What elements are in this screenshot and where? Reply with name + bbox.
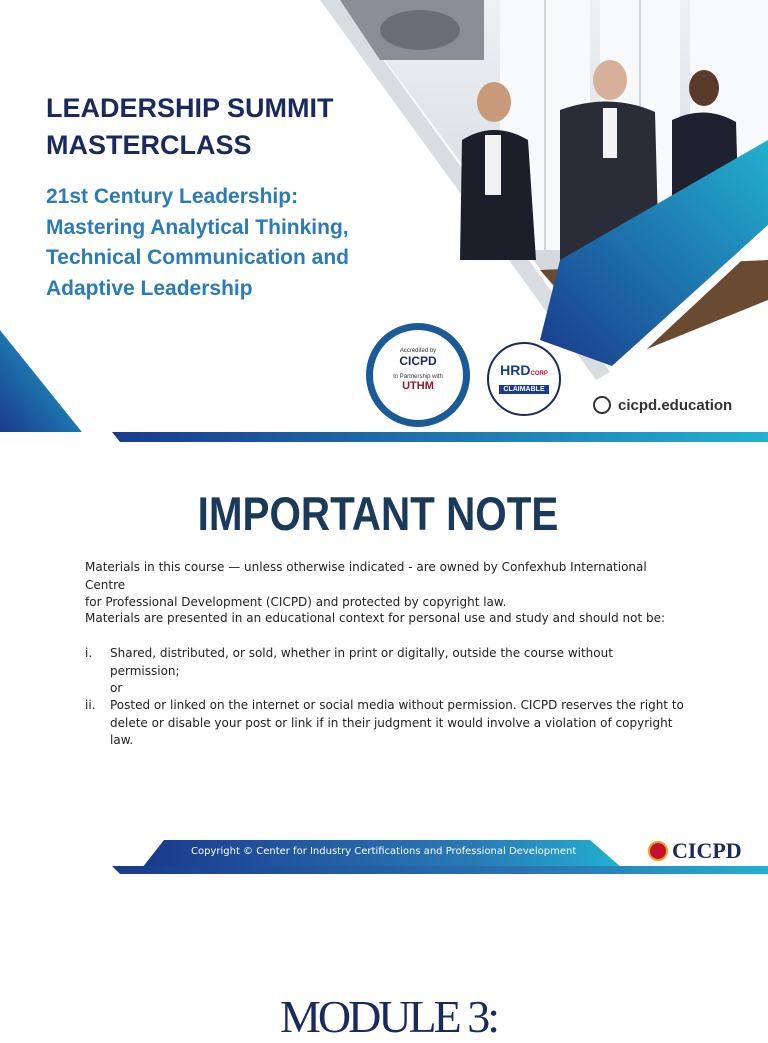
- badge-partner-name: UTHM: [402, 380, 434, 392]
- hrd-corp: CORP: [530, 371, 548, 377]
- subtitle-line: Technical Communication and: [46, 246, 349, 269]
- list-line: delete or disable your post or link if in their judgment it would involve a violation of copyright: [110, 715, 673, 730]
- copyright-text: Copyright © Center for Industry Certifications and Professional Development: [191, 846, 577, 857]
- hrd-claimable-badge: [487, 342, 561, 416]
- globe-icon: [648, 841, 668, 861]
- website-text: cicpd.education: [618, 396, 733, 414]
- badge-inner: [373, 330, 463, 420]
- cicpd-accreditation-badge: [366, 323, 470, 427]
- footer-cicpd-logo: [648, 838, 742, 864]
- list-line: Posted or linked on the internet or social media without permission. CICPD reserves the right to: [110, 698, 684, 712]
- copyright-paragraph: [85, 559, 685, 612]
- list-line: or: [110, 681, 123, 695]
- badge-partnership-label: In Partnership with: [393, 374, 443, 380]
- course-subtitle: [46, 182, 466, 304]
- course-title: LEADERSHIP SUMMIT MASTERCLASS: [46, 93, 334, 160]
- page-divider-bar: [112, 432, 768, 442]
- hrd-claimable-label: CLAIMABLE: [499, 385, 548, 394]
- website-link[interactable]: [593, 394, 732, 416]
- footer-logo-text: CICPD: [672, 838, 742, 863]
- subtitle-line: Mastering Analytical Thinking,: [46, 215, 349, 239]
- para-line: for Professional Development (CICPD) and protected by copyright law.: [85, 595, 507, 609]
- usage-paragraph: Materials are presented in an educational context for personal use and study and should not be:: [85, 611, 666, 625]
- globe-icon: [593, 396, 611, 414]
- para-line: Materials in this course — unless otherwise indicated - are owned by Confexhub International Centre: [85, 560, 647, 592]
- important-note-title: IMPORTANT NOTE: [197, 487, 559, 540]
- subtitle-line: 21st Century Leadership:: [46, 185, 299, 208]
- cover-page: [0, 0, 768, 432]
- module-heading: MODULE 3:: [280, 991, 498, 1042]
- list-line: law.: [110, 733, 134, 747]
- list-item: [110, 645, 686, 698]
- hrd-logo: [489, 362, 559, 378]
- subtitle-line: Adaptive Leadership: [46, 276, 253, 300]
- badge-accredited-label: Accredited by: [399, 348, 437, 354]
- list-number: i.: [85, 646, 93, 660]
- list-item: [110, 697, 686, 750]
- list-line: Shared, distributed, or sold, whether in print or digitally, outside the course without permission;: [110, 646, 613, 678]
- badge-cicpd-name: CICPD: [399, 354, 437, 368]
- title-block: [46, 90, 466, 304]
- hrd-name: HRD: [500, 362, 531, 378]
- list-number: ii.: [85, 698, 96, 712]
